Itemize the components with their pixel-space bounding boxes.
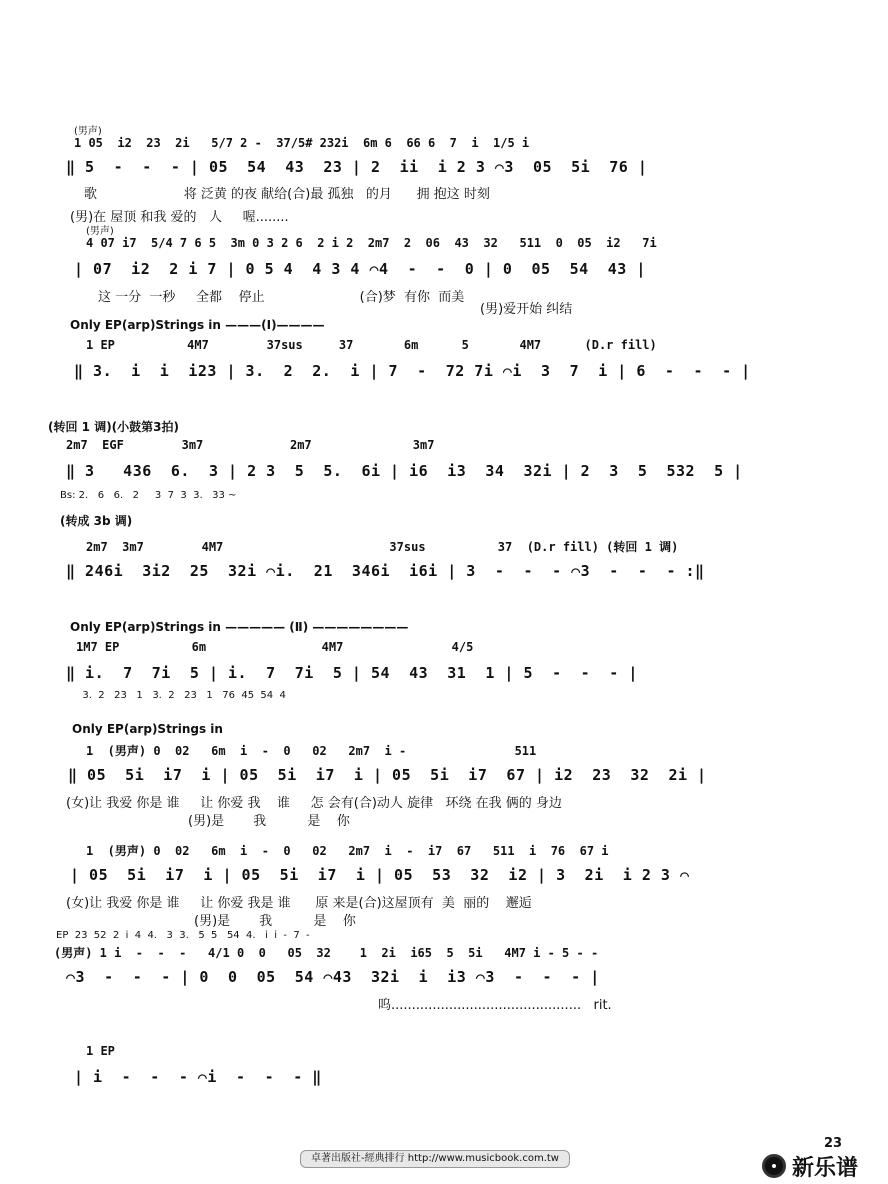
lyrics-row: 歌 将 泛黄 的夜 献给(合)最 孤独 的月 拥 抱这 时刻 bbox=[84, 187, 490, 202]
melody-row: | 07 i2 2 i 7 | 0 5 4 4 3 4 ⌒4 - - 0 | 0 05 54 43 | bbox=[74, 260, 646, 278]
melody-row: ‖ i. 7 7i 5 | i. 7 7i 5 | 54 43 31 1 | 5 - - - | bbox=[66, 664, 638, 682]
melody-row: ‖ 5 - - - | 05 54 43 23 | 2 ii i 2 3 ⌒3 05 5i 76 | bbox=[66, 158, 648, 176]
lyrics-row: (男)是 我 是 你 bbox=[194, 914, 356, 929]
chord-row: 1 (男声) 0 02 6m i - 0 02 2m7 i - 511 bbox=[86, 744, 537, 758]
section-label: Only EP(arp)Strings in ————— (Ⅱ) ———————— bbox=[70, 620, 409, 634]
voice-label: (男声) bbox=[86, 226, 114, 237]
voice-label: (男声) bbox=[74, 126, 102, 137]
melody-row: | i - - - ⌒i - - - ‖ bbox=[74, 1068, 322, 1086]
chord-row: 1 05 i2 23 2i 5/7 2 - 37/5# 232i 6m 6 66 6 7 i 1/5 i bbox=[74, 136, 530, 150]
chord-row: 1 (男声) 0 02 6m i - 0 02 2m7 i - i7 67 511 i 76 67 i bbox=[86, 844, 609, 858]
chord-row: 1 EP bbox=[86, 1044, 115, 1058]
melody-row: ⌒3 - - - | 0 0 05 54 ⌒43 32i i i3 ⌒3 - - - | bbox=[66, 968, 600, 986]
chord-row: 4 07 i7 5/4 7 6 5 3m 0 3 2 6 2 i 2 2m7 2 06 43 32 511 0 05 i2 7i bbox=[86, 236, 657, 250]
chord-row: 2m7 3m7 4M7 37sus 37 (D.r fill) (转回 1 调) bbox=[86, 540, 679, 554]
melody-row: | 05 5i i7 i | 05 5i i7 i | 05 53 32 i2 | 3 2i i 2 3 ⌒ bbox=[70, 866, 690, 884]
lyrics-row: (女)让 我爱 你是 谁 让 你爱 我 谁 怎 会有(合)动人 旋律 环绕 在我 俩的 身边 bbox=[66, 796, 562, 811]
lyrics-row: (男)在 屋顶 和我 爱的 人 喔........ bbox=[70, 210, 289, 225]
melody-row: ‖ 05 5i i7 i | 05 5i i7 i | 05 5i i7 67 | i2 23 32 2i | bbox=[68, 766, 707, 784]
record-disc-icon bbox=[762, 1154, 786, 1178]
chord-row: 2m7 EGF 3m7 2m7 3m7 bbox=[66, 438, 435, 452]
section-label: Only EP(arp)Strings in bbox=[72, 722, 223, 736]
section-label: Only EP(arp)Strings in ———(Ⅰ)———— bbox=[70, 318, 325, 332]
melody-row: ‖ 3 436 6. 3 | 2 3 5 5. 6i | i6 i3 34 32i | 2 3 5 532 5 | bbox=[66, 462, 743, 480]
lyrics-row: (男)爱开始 纠结 bbox=[480, 302, 573, 317]
logo-text: 新乐谱 bbox=[792, 1155, 859, 1181]
melody-row: ‖ 246i 3i2 25 32i ⌒i. 21 346i i6i | 3 - - - ⌒3 - - - :‖ bbox=[66, 562, 705, 580]
site-logo bbox=[762, 1152, 882, 1180]
lyrics-row: (男)是 我 是 你 bbox=[188, 814, 350, 829]
section-label: (转成 3b 调) bbox=[60, 514, 133, 528]
bass-row: Bs: 2. 6 6. 2 3 7 3 3. 33 ~ bbox=[60, 490, 237, 501]
publisher-footer: 卓著出版社-經典排行 http://www.musicbook.com.tw bbox=[300, 1150, 570, 1168]
lyrics-row: 呜.............................................. rit. bbox=[378, 998, 612, 1013]
lyrics-row: (女)让 我爱 你是 谁 让 你爱 我是 谁 原 来是(合)这屋顶有 美 丽的 邂逅 bbox=[66, 896, 532, 911]
ep-row: EP 23 52 2 i 4 4. 3 3. 5 5 54 4. i i - 7 - bbox=[56, 930, 310, 941]
chord-row: 1 EP 4M7 37sus 37 6m 5 4M7 (D.r fill) bbox=[86, 338, 657, 352]
chord-row: (男声) 1 i - - - 4/1 0 0 05 32 1 2i i65 5 5i 4M7 i - 5 - - bbox=[54, 946, 599, 960]
section-label: (转回 1 调)(小鼓第3拍) bbox=[48, 420, 179, 434]
chord-row: 1M7 EP 6m 4M7 4/5 bbox=[76, 640, 474, 654]
lyrics-row: 这 一分 一秒 全都 停止 (合)梦 有你 而美 bbox=[98, 290, 465, 305]
bass-row: 3. 2 23 1 3. 2 23 1 76 45 54 4 bbox=[76, 690, 286, 701]
melody-row: ‖ 3. i i i23 | 3. 2 2. i | 7 - 72 7i ⌒i 3 7 i | 6 - - - | bbox=[74, 362, 751, 380]
page-number: 23 bbox=[824, 1136, 843, 1151]
